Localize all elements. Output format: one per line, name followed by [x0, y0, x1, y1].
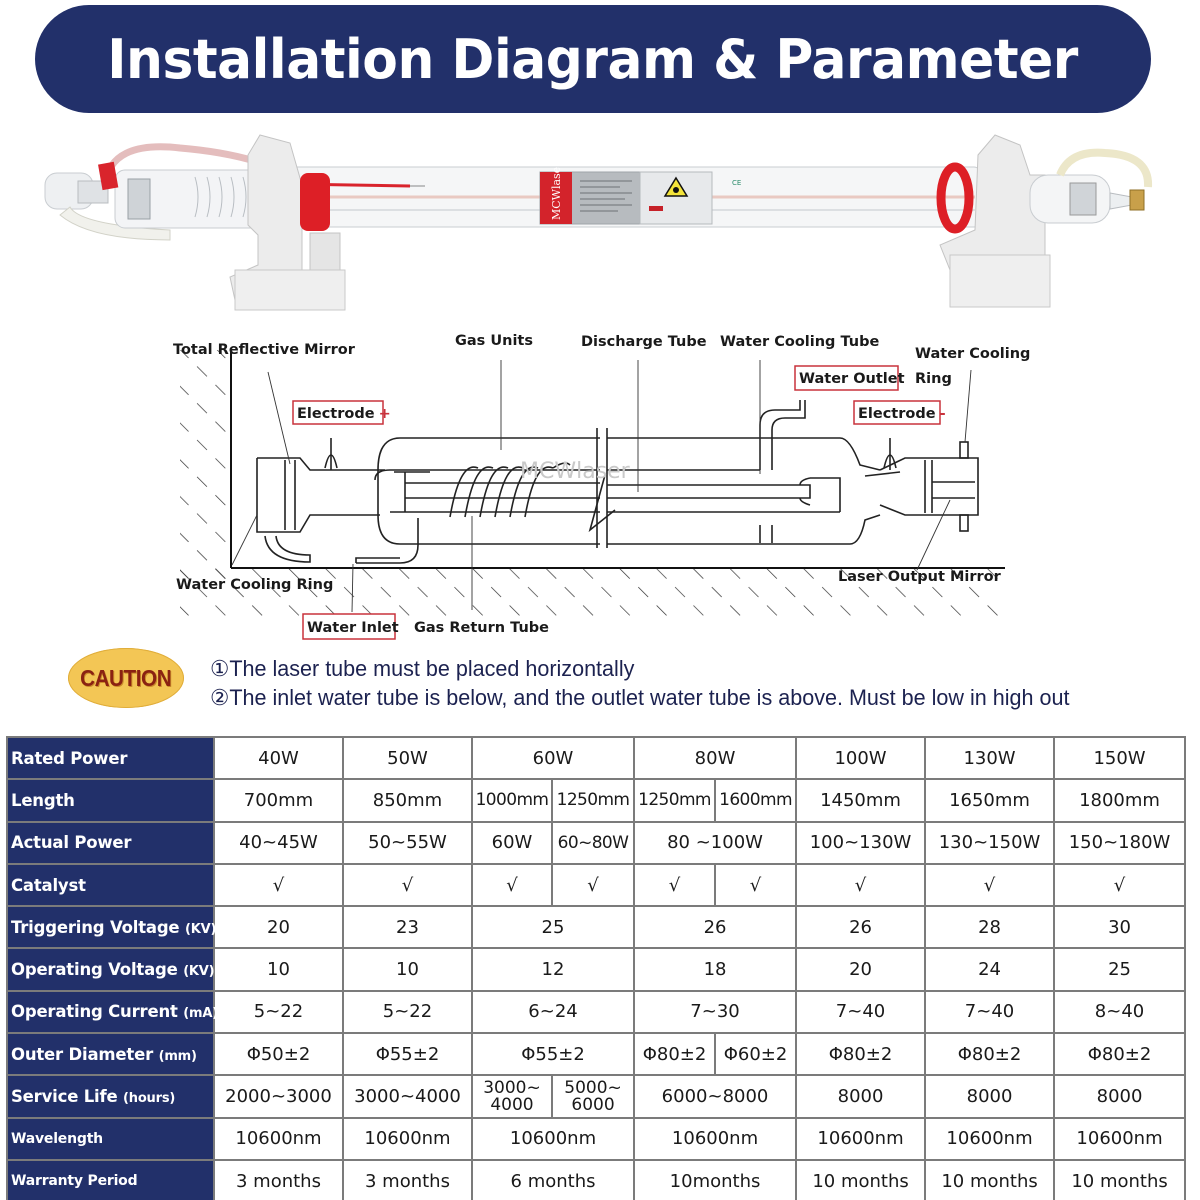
label-water-cooling-ring-left: Water Cooling Ring — [176, 577, 334, 593]
table-cell: 10months — [634, 1160, 796, 1200]
check-icon: √ — [715, 864, 796, 906]
table-cell: Φ55±2 — [343, 1033, 472, 1075]
table-cell: Φ80±2 — [634, 1033, 715, 1075]
label-total-reflective-mirror: Total Reflective Mirror — [173, 342, 355, 358]
table-cell: 10 — [343, 948, 472, 990]
label-laser-output-mirror: Laser Output Mirror — [838, 569, 1001, 585]
table-cell: 10600nm — [214, 1118, 343, 1160]
table-cell: 700mm — [214, 779, 343, 821]
table-cell: 8000 — [925, 1075, 1054, 1117]
row-operating-voltage — [7, 948, 1185, 990]
table-cell: 3 months — [214, 1160, 343, 1200]
table-cell: 8~40 — [1054, 991, 1185, 1033]
table-cell: 23 — [343, 906, 472, 948]
page-title: Installation Diagram & Parameter — [107, 27, 1079, 91]
check-icon: √ — [552, 864, 634, 906]
row-label: Operating Current (mA) — [7, 991, 214, 1033]
table-cell: Φ80±2 — [796, 1033, 925, 1075]
table-cell: 130W — [925, 737, 1054, 779]
table-cell: 1250mm — [634, 779, 715, 821]
table-cell: 100W — [796, 737, 925, 779]
label-electrode-minus — [854, 401, 946, 424]
table-cell: 40~45W — [214, 822, 343, 864]
row-label: Wavelength — [7, 1118, 214, 1160]
table-cell: 50W — [343, 737, 472, 779]
parameter-table — [6, 736, 1186, 1200]
table-cell: Φ60±2 — [715, 1033, 796, 1075]
wall-hatch — [180, 350, 232, 580]
label-gas-return-tube: Gas Return Tube — [414, 620, 549, 636]
label-discharge-tube: Discharge Tube — [581, 334, 707, 350]
table-cell: 80W — [634, 737, 796, 779]
table-cell: 10600nm — [472, 1118, 634, 1160]
check-icon: √ — [472, 864, 552, 906]
row-operating-current — [7, 991, 1185, 1033]
table-cell: 5000~ 6000 — [552, 1075, 634, 1117]
table-cell: 10 months — [1054, 1160, 1185, 1200]
caution-note-2: ②The inlet water tube is below, and the outlet water tube is above. Must be low in high out — [210, 685, 1070, 710]
table-cell: 3000~4000 — [343, 1075, 472, 1117]
svg-text:MCWlaser: MCWlaser — [550, 161, 563, 220]
table-cell: 10600nm — [343, 1118, 472, 1160]
watermark: MCWlaser — [520, 459, 630, 484]
table-cell: 1250mm — [552, 779, 634, 821]
table-cell: 850mm — [343, 779, 472, 821]
table-cell: 60W — [472, 822, 552, 864]
table-cell: 6~24 — [472, 991, 634, 1033]
row-label: Operating Voltage (KV) — [7, 948, 214, 990]
table-cell: 26 — [796, 906, 925, 948]
table-cell: 60~80W — [552, 822, 634, 864]
label-gas-units: Gas Units — [455, 333, 533, 349]
table-cell: 20 — [796, 948, 925, 990]
table-cell: 1450mm — [796, 779, 925, 821]
table-cell: 8000 — [796, 1075, 925, 1117]
table-cell: 10600nm — [634, 1118, 796, 1160]
table-cell: 7~30 — [634, 991, 796, 1033]
check-icon: √ — [796, 864, 925, 906]
label-water-cooling-ring-right: Water Cooling — [915, 346, 1031, 362]
table-cell: Φ50±2 — [214, 1033, 343, 1075]
table-cell: 130~150W — [925, 822, 1054, 864]
table-cell: 18 — [634, 948, 796, 990]
table-cell: 1600mm — [715, 779, 796, 821]
check-icon: √ — [343, 864, 472, 906]
table-cell: 60W — [472, 737, 634, 779]
table-cell: 10600nm — [925, 1118, 1054, 1160]
row-triggering-voltage — [7, 906, 1185, 948]
table-cell: 80 ~100W — [634, 822, 796, 864]
table-cell: 10 months — [925, 1160, 1054, 1200]
row-warranty-period — [7, 1160, 1185, 1200]
row-label: Rated Power — [7, 737, 214, 779]
row-catalyst — [7, 864, 1185, 906]
svg-text:Water Inlet: Water Inlet — [307, 620, 399, 636]
check-icon: √ — [1054, 864, 1185, 906]
caution-note-1: ①The laser tube must be placed horizontally — [210, 656, 635, 681]
table-cell: 26 — [634, 906, 796, 948]
row-wavelength — [7, 1118, 1185, 1160]
table-cell: 8000 — [1054, 1075, 1185, 1117]
installation-diagram — [160, 330, 1040, 640]
table-cell: 6 months — [472, 1160, 634, 1200]
ce-mark-icon: CE — [732, 179, 742, 187]
check-icon: √ — [634, 864, 715, 906]
table-cell: 150W — [1054, 737, 1185, 779]
label-water-outlet — [795, 366, 905, 390]
table-cell: 12 — [472, 948, 634, 990]
table-cell: Φ55±2 — [472, 1033, 634, 1075]
svg-text:Electrode+: Electrode + — [297, 406, 391, 422]
table-cell: 3 months — [343, 1160, 472, 1200]
label-ring: Ring — [915, 371, 952, 387]
table-cell: 100~130W — [796, 822, 925, 864]
row-label: Service Life (hours) — [7, 1075, 214, 1117]
table-cell: 150~180W — [1054, 822, 1185, 864]
row-service-life — [7, 1075, 1185, 1117]
table-cell: 40W — [214, 737, 343, 779]
table-cell: 10600nm — [796, 1118, 925, 1160]
check-icon: √ — [925, 864, 1054, 906]
table-cell: 7~40 — [925, 991, 1054, 1033]
table-cell: 5~22 — [214, 991, 343, 1033]
label-water-inlet — [303, 614, 399, 639]
table-cell: 20 — [214, 906, 343, 948]
row-actual-power — [7, 822, 1185, 864]
row-outer-diameter — [7, 1033, 1185, 1075]
svg-text:Electrode-: Electrode - — [858, 406, 946, 422]
table-cell: 30 — [1054, 906, 1185, 948]
caution-badge: CAUTION — [68, 648, 184, 708]
check-icon: √ — [214, 864, 343, 906]
row-label: Catalyst — [7, 864, 214, 906]
table-cell: 10 months — [796, 1160, 925, 1200]
table-cell: 3000~ 4000 — [472, 1075, 552, 1117]
table-cell: 1000mm — [472, 779, 552, 821]
table-cell: 7~40 — [796, 991, 925, 1033]
label-water-cooling-tube: Water Cooling Tube — [720, 334, 880, 350]
table-cell: 6000~8000 — [634, 1075, 796, 1117]
table-cell: 25 — [1054, 948, 1185, 990]
caution-notes — [210, 654, 1087, 712]
table-cell: 10600nm — [1054, 1118, 1185, 1160]
table-cell: 24 — [925, 948, 1054, 990]
table-cell: 5~22 — [343, 991, 472, 1033]
table-cell: 10 — [214, 948, 343, 990]
title-banner — [35, 5, 1151, 113]
label-electrode-plus — [293, 401, 391, 424]
laser-tube-photo — [20, 115, 1190, 320]
row-label: Actual Power — [7, 822, 214, 864]
danger-tag — [649, 206, 663, 211]
table-cell: 1650mm — [925, 779, 1054, 821]
table-cell: 28 — [925, 906, 1054, 948]
table-cell: Φ80±2 — [925, 1033, 1054, 1075]
row-label: Outer Diameter (mm) — [7, 1033, 214, 1075]
row-label: Triggering Voltage (KV) — [7, 906, 214, 948]
table-cell: 25 — [472, 906, 634, 948]
table-cell: 50~55W — [343, 822, 472, 864]
table-cell: Φ80±2 — [1054, 1033, 1185, 1075]
row-label: Warranty Period — [7, 1160, 214, 1200]
svg-text:Water Outlet: Water Outlet — [799, 371, 905, 387]
table-cell: 2000~3000 — [214, 1075, 343, 1117]
row-label: Length — [7, 779, 214, 821]
row-rated-power — [7, 737, 1185, 779]
row-length — [7, 779, 1185, 821]
table-cell: 1800mm — [1054, 779, 1185, 821]
